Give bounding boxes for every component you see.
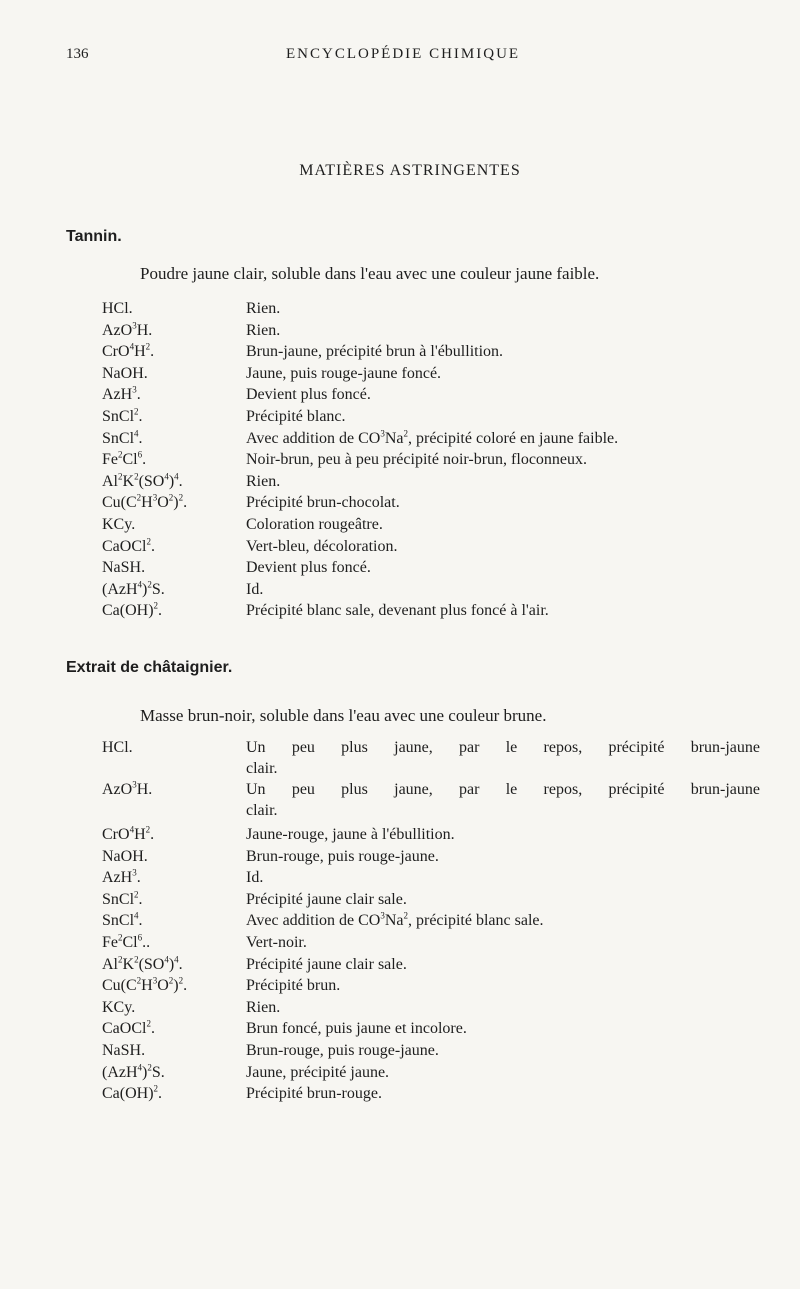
reagent-formula: HCl.: [102, 739, 133, 756]
reagent-formula: NaOH.: [102, 847, 148, 865]
page-header: [66, 46, 756, 70]
reaction-text: Brun foncé, puis jaune et incolore.: [246, 1020, 467, 1038]
reaction-text: Rien.: [246, 321, 281, 339]
reaction-text: Brun-jaune, précipité brun à l'ébullition.: [246, 343, 504, 361]
reaction-text: Précipité jaune clair sale.: [246, 890, 407, 908]
reaction-text: Précipité brun-chocolat.: [246, 494, 400, 512]
reagent-formula: SnCl$^4$.: [102, 428, 143, 447]
reaction-text: Rien.: [246, 998, 281, 1016]
reagent-formula: SnCl$^2$.: [102, 889, 143, 908]
reagent-formula: $Al^2K^2(SO^4)^4$.: [102, 471, 183, 490]
reagent-formula: Fe$^2$Cl$^6$..: [102, 932, 151, 951]
tannin-heading: Tannin.: [66, 228, 122, 245]
reagent-formula: CaOCl$^2$.: [102, 536, 155, 555]
reaction-text: Id.: [246, 869, 264, 887]
reaction-text: Noir-brun, peu à peu précipité noir-brun, floconneux.: [246, 451, 588, 469]
chataignier-heading: Extrait de châtaignier.: [66, 659, 233, 676]
reagent-formula: Ca(OH)$^2$.: [102, 1083, 163, 1103]
reaction-text: Un peu plus jaune, par le repos, précipité brun-jaune: [246, 739, 760, 756]
reagent-formula: NaSH.: [102, 559, 146, 577]
reaction-text-continued: clair.: [246, 760, 278, 777]
reagent-formula: Ca(OH)$^2$.: [102, 601, 163, 620]
reaction-text: Jaune, précipité jaune.: [246, 1063, 390, 1081]
reagent-formula: SnCl$^4$.: [102, 911, 143, 930]
reagent-formula: AzH$^3$.: [102, 867, 141, 887]
reaction-text: Avec addition de $CO^3Na^2$, précipité blanc sale.: [246, 911, 544, 930]
reagent-formula: $Al^2K^2(SO^4)^4$.: [102, 954, 183, 973]
reagent-formula: NaOH.: [102, 364, 148, 382]
reaction-text: Vert-noir.: [246, 934, 307, 951]
reagent-formula: $CrO^4H^2$.: [102, 824, 155, 843]
reaction-text: Id.: [246, 580, 264, 598]
reaction-text: Brun-rouge, puis rouge-jaune.: [246, 1042, 439, 1059]
reaction-text: Précipité blanc sale, devenant plus foncé à l'air.: [246, 602, 549, 620]
chataignier-intro: Masse brun-noir, soluble dans l'eau avec une couleur brune.: [140, 706, 547, 725]
reagent-formula: KCy.: [102, 516, 136, 533]
reaction-text: Devient plus foncé.: [246, 559, 371, 577]
reaction-text: Précipité brun.: [246, 977, 341, 995]
reagent-formula: CaOCl$^2$.: [102, 1019, 155, 1038]
reaction-text-continued: clair.: [246, 802, 278, 819]
reaction-text: Jaune-rouge, jaune à l'ébullition.: [246, 826, 455, 843]
reaction-text: Devient plus foncé.: [246, 386, 371, 404]
reagent-formula: Fe$^2$Cl$^6$.: [102, 449, 147, 469]
page-number: 136: [66, 46, 89, 62]
reagent-formula: $(AzH^4)^2S$.: [102, 579, 165, 598]
reaction-text: Coloration rougeâtre.: [246, 516, 383, 533]
reagent-formula: AzH$^3$.: [102, 385, 141, 404]
reagent-formula: $Cu(C^2H^3O^2)^2$.: [102, 975, 188, 995]
reagent-formula: AzO$^3$H.: [102, 320, 153, 339]
reaction-text: Brun-rouge, puis rouge-jaune.: [246, 847, 439, 865]
reaction-text: Avec addition de $CO^3Na^2$, précipité coloré en jaune faible.: [246, 428, 619, 447]
reagent-formula: AzO$^3$H.: [102, 779, 153, 798]
reaction-text: Précipité blanc.: [246, 408, 346, 425]
reagent-formula: $CrO^4H^2$.: [102, 341, 155, 361]
reagent-formula: NaSH.: [102, 1042, 146, 1059]
reaction-text: Rien.: [246, 300, 281, 317]
tannin-intro: Poudre jaune clair, soluble dans l'eau avec une couleur jaune faible.: [140, 264, 600, 283]
reagent-formula: SnCl$^2$.: [102, 406, 143, 425]
section-title: MATIÈRES ASTRINGENTES: [299, 162, 521, 179]
reagent-formula: $(AzH^4)^2S$.: [102, 1062, 165, 1081]
reaction-text: Précipité jaune clair sale.: [246, 955, 407, 973]
reaction-text: Un peu plus jaune, par le repos, précipité brun-jaune: [246, 781, 760, 798]
reagent-formula: $Cu(C^2H^3O^2)^2$.: [102, 493, 188, 512]
reagent-formula: HCl.: [102, 300, 133, 317]
reaction-text: Jaune, puis rouge-jaune foncé.: [246, 364, 442, 382]
reagent-formula: KCy.: [102, 998, 136, 1016]
reaction-text: Rien.: [246, 472, 281, 490]
reaction-text: Précipité brun-rouge.: [246, 1085, 382, 1103]
running-title: ENCYCLOPÉDIE CHIMIQUE: [286, 46, 521, 62]
reaction-text: Vert-bleu, décoloration.: [246, 537, 398, 555]
